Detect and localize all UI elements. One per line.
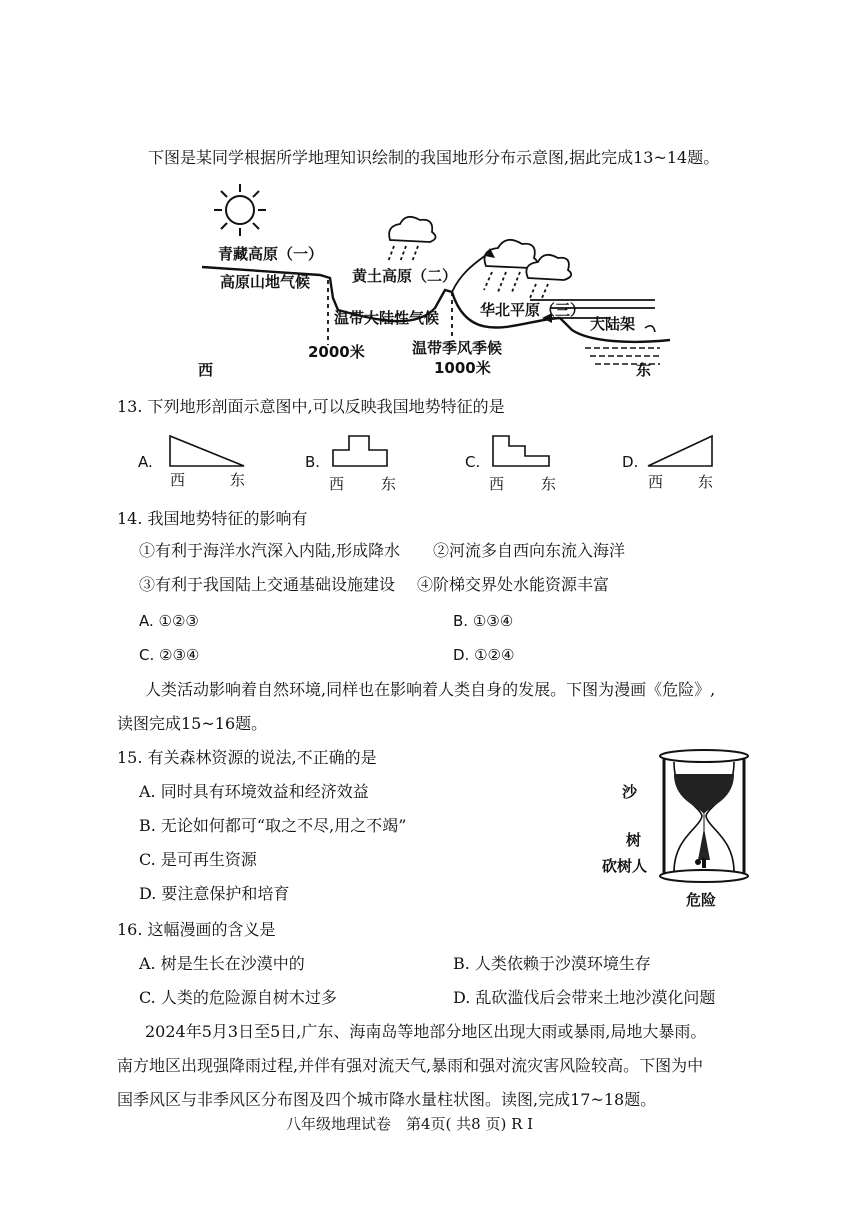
label-qingzang: 青藏高原（一） xyxy=(218,245,324,263)
label-temperate-continental: 温带大陆性气候 xyxy=(334,309,440,327)
q16-option-a[interactable]: A. 树是生长在沙漠中的 xyxy=(139,954,305,973)
cartoon-title: 危险 xyxy=(686,891,717,909)
tree-icon xyxy=(698,828,710,860)
intro-paragraph-2-cont: 读图完成15~16题。 xyxy=(117,714,268,733)
sun-icon xyxy=(214,184,266,236)
label-huabei: 华北平原（三） xyxy=(480,301,586,319)
q13-stem: 13. 下列地形剖面示意图中,可以反映我国地势特征的是 xyxy=(117,397,505,416)
q13-option-d[interactable]: D. 西 东 xyxy=(622,430,752,490)
cartoon-danger xyxy=(602,748,762,909)
terrain-diagram xyxy=(190,180,670,380)
intro-paragraph-3-end: 国季风区与非季风区分布图及四个城市降水量柱状图。读图,完成17~18题。 xyxy=(117,1090,657,1109)
q13-option-b[interactable]: B. 西 东 xyxy=(305,430,435,490)
label-1000m: 1000米 xyxy=(434,359,491,377)
q15-option-a[interactable]: A. 同时具有环境效益和经济效益 xyxy=(139,782,369,801)
profile-c-icon xyxy=(491,434,557,468)
q15-stem: 15. 有关森林资源的说法,不正确的是 xyxy=(117,748,377,767)
profile-b-icon xyxy=(331,434,397,468)
q14-option-a[interactable]: A. ①②③ xyxy=(139,612,199,630)
q13-option-c[interactable]: C. 西 东 xyxy=(465,430,595,490)
label-tree: 树 xyxy=(626,831,642,849)
q16-stem: 16. 这幅漫画的含义是 xyxy=(117,920,276,939)
intro-paragraph-1: 下图是某同学根据所学地理知识绘制的我国地形分布示意图,据此完成13~14题。 xyxy=(148,148,720,167)
rain-cloud-icon xyxy=(484,240,571,298)
q15-option-d[interactable]: D. 要注意保护和培育 xyxy=(139,884,290,903)
q15-option-b[interactable]: B. 无论如何都可“取之不尽,用之不竭” xyxy=(139,816,407,835)
rain-cloud-icon xyxy=(388,217,436,262)
q14-option-b[interactable]: B. ①③④ xyxy=(453,612,514,630)
q16-option-c[interactable]: C. 人类的危险源自树木过多 xyxy=(139,988,337,1007)
profile-a-icon xyxy=(168,434,248,468)
profile-d-icon xyxy=(646,434,716,468)
label-continental-shelf: 大陆架 xyxy=(590,315,636,333)
label-tree-cutter: 砍树人 xyxy=(602,857,648,875)
intro-paragraph-3-cont: 南方地区出现强降雨过程,并伴有强对流天气,暴雨和强对流灾害风险较高。下图为中 xyxy=(117,1056,704,1075)
intro-paragraph-2: 人类活动影响着自然环境,同样也在影响着人类自身的发展。下图为漫画《危险》, xyxy=(145,680,716,699)
q16-option-b[interactable]: B. 人类依赖于沙漠环境生存 xyxy=(453,954,651,973)
label-monsoon-climate: 温带季风季候 xyxy=(412,339,503,357)
q14-statement-3: ③有利于我国陆上交通基础设施建设 xyxy=(139,575,396,594)
label-huangtu: 黄土高原（二） xyxy=(352,267,458,285)
label-east: 东 xyxy=(636,361,652,379)
hourglass-icon xyxy=(654,748,754,888)
q14-stem: 14. 我国地势特征的影响有 xyxy=(117,509,308,528)
q16-option-d[interactable]: D. 乱砍滥伐后会带来土地沙漠化问题 xyxy=(453,988,716,1007)
q14-statement-1: ①有利于海洋水汽深入内陆,形成降水 xyxy=(139,541,401,560)
q15-option-c[interactable]: C. 是可再生资源 xyxy=(139,850,257,869)
label-plateau-climate: 高原山地气候 xyxy=(220,273,311,291)
label-2000m: 2000米 xyxy=(308,343,365,361)
label-sand: 沙 xyxy=(622,783,638,801)
intro-paragraph-3: 2024年5月3日至5日,广东、海南岛等地部分地区出现大雨或暴雨,局地大暴雨。 xyxy=(145,1022,707,1041)
label-west: 西 xyxy=(198,361,214,379)
q14-statement-2: ②河流多自西向东流入海洋 xyxy=(433,541,626,560)
q14-statement-4: ④阶梯交界处水能资源丰富 xyxy=(417,575,610,594)
page-footer: 八年级地理试卷 第4页( 共8 页) R I xyxy=(286,1115,534,1133)
q13-option-a[interactable]: A. 西 东 xyxy=(138,430,268,490)
q14-option-c[interactable]: C. ②③④ xyxy=(139,646,200,664)
q14-option-d[interactable]: D. ①②④ xyxy=(453,646,515,664)
